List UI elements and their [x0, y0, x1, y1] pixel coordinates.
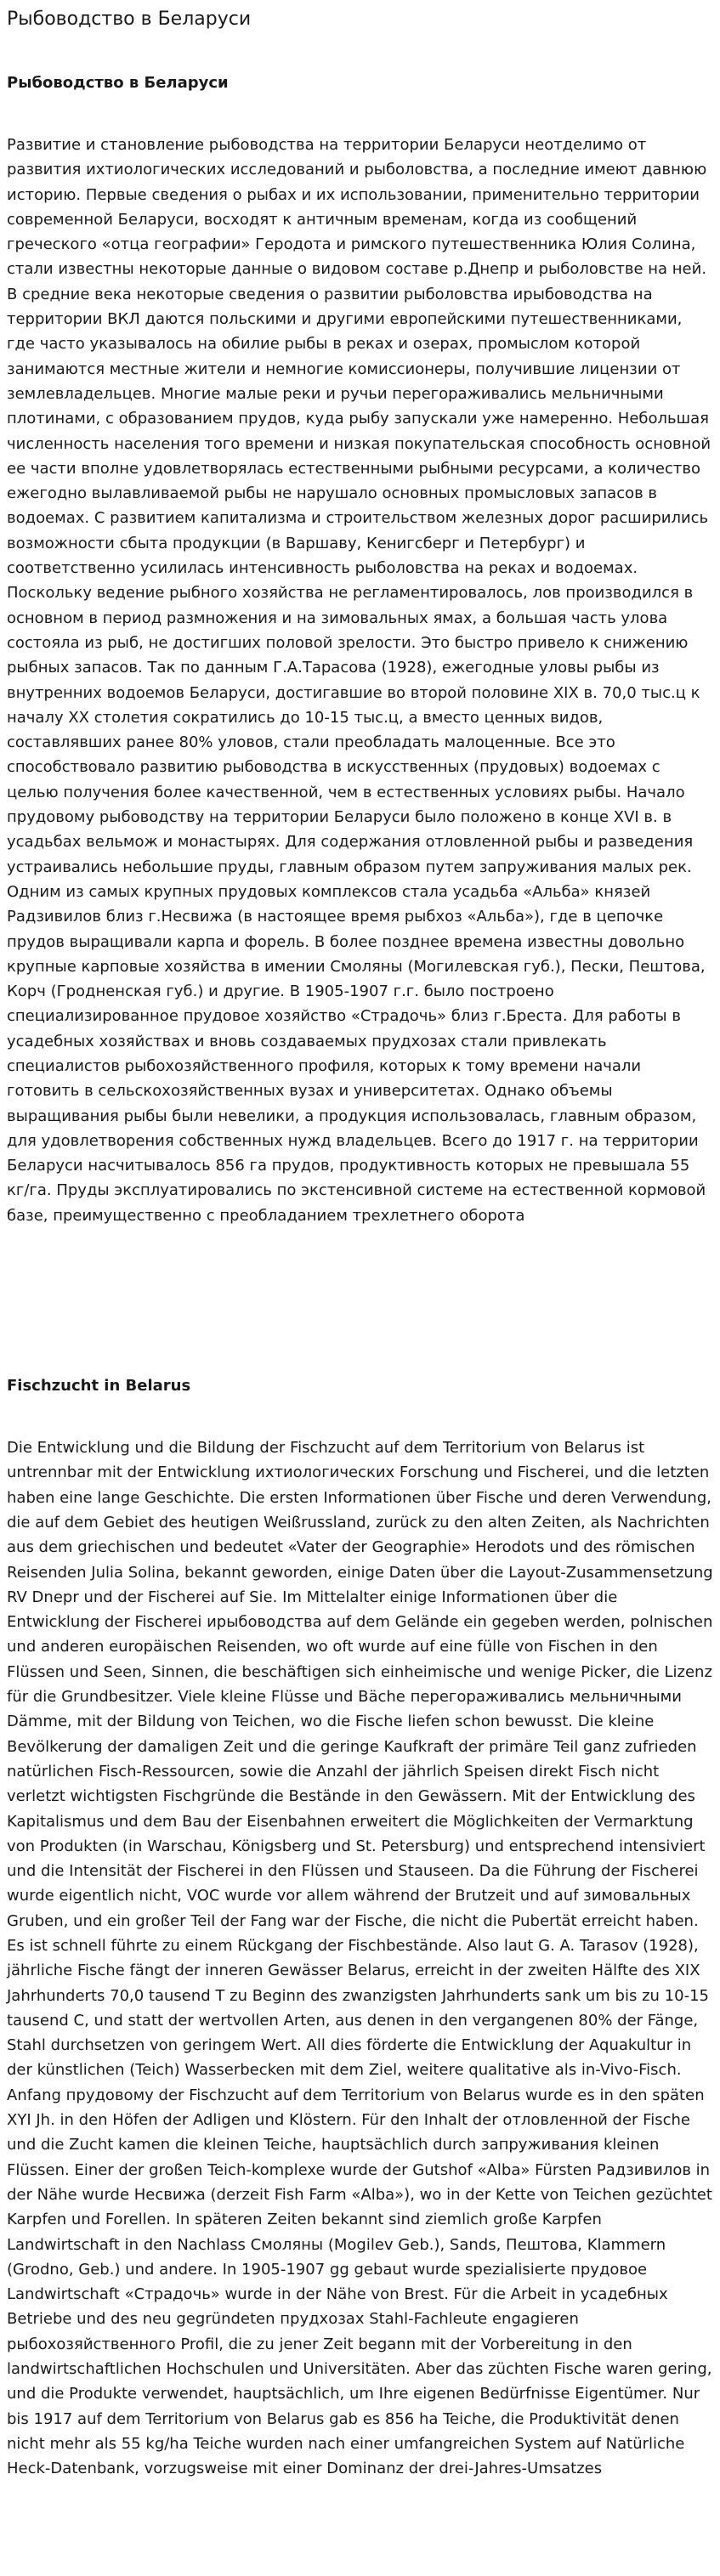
page-title: Рыбоводство в Беларуси [7, 8, 252, 30]
german-section [7, 1374, 713, 2481]
russian-heading: Рыбоводство в Беларуси [7, 74, 229, 92]
russian-body-text: Развитие и становление рыбоводства на территории Беларуси неотделимо от развития ихтиологических исследований и рыболовства, а последние имеют давнюю историю. Первые сведения о рыбах и их использовании, применительно территории современной Беларуси, восходят к античным временам, когда из сообщений греческого «отца географии» Геродота и римского путешественника Юлия Солина, стали известны некоторые данные о видовом составе р.Днепр и рыболовстве на ней. В средние века некоторые сведения о развитии рыболовства ирыбоводства на территории ВКЛ даются польскими и другими европейскими путешественниками, где часто указывалось на обилие рыбы в реках и озерах, промыслом которой занимаются местные жители и немногие комиссионеры, получившие лицензии от землевладельцев. Многие малые реки и ручьи перегораживались мельничными плотинами, с образованием прудов, куда рыбу запускали уже намеренно. Небольшая численность населения того времени и низкая покупательская способность основной ее части вполне удовлетворялась естественными рыбными ресурсами, а количество ежегодно вылавливаемой рыбы не нарушало основных промысловых запасов в водоемах. С развитием капитализма и строительством железных дорог расширились возможности сбыта продукции (в Варшаву, Кенигсберг и Петербург) и соответственно усилилась интенсивность рыболовства на реках и водоемах. Поскольку ведение рыбного хозяйства не регламентировалось, лов производился в основном в период размножения и на зимовальных ямах, а большая часть улова состояла из рыб, не достигших половой зрелости. Это быстро привело к снижению рыбных запасов. Так по данным Г.А.Тарасова (1928), ежегодные уловы рыбы из внутренних водоемов Беларуси, достигавшие во второй половине XIX в. 70,0 тыс.ц к началу XX столетия сократились до 10-15 тыс.ц, а вместо ценных видов, составлявших ранее 80% уловов, стали преобладать малоценные. Все это способствовало развитию рыбоводства в искусственных (прудовых) водоемах с целью получения более качественной, чем в естественных условиях рыбы. Начало прудовому рыбоводству на территории Беларуси было положено в конце XVI в. в усадьбах вельмож и монастырях. Для содержания отловленной рыбы и разведения устраивались небольшие пруды, главным образом путем запруживания малых рек. Одним из самых крупных прудовых комплексов стала усадьба «Альба» князей Радзивилов близ г.Несвижа (в настоящее время рыбхоз «Альба»), где в цепочке прудов выращивали карпа и форель. В более позднее времена известны довольно крупные карповые хозяйства в имении Смоляны (Могилевская губ.), Пески, Пештова, Корч (Гродненская губ.) и другие. В 1905-1907 г.г. было построено специализированное прудовое хозяйство «Страдочь» близ г.Бреста. Для работы в усадебных хозяйствах и вновь создаваемых прудхозах стали привлекать специалистов рыбохозяйственного профиля, которых к тому времени начали готовить в сельскохозяйственных вузах и университетах. Однако объемы выращивания рыбы были невелики, а продукция использовалась, главным образом, для удовлетворения собственных нужд владельцев. Всего до 1917 г. на территории Беларуси насчитывалось 856 га прудов, продуктивность которых не превышала 55 кг/га. Пруды эксплуатировались по экстенсивной системе на естественной кормовой базе, преимущественно с преобладанием трехлетнего оборота [7, 136, 711, 1225]
german-body-text: Die Entwicklung und die Bildung der Fischzucht auf dem Territorium von Belarus ist untrennbar mit der Entwicklung ихтиологических Forschung und Fischerei, und die letzten haben eine lange Geschichte. Die ersten Informationen über Fische und deren Verwendung, die auf dem Gebiet des heutigen Weißrussland, zurück zu den alten Zeiten, als Nachrichten aus dem griechischen und bedeutet «Vater der Geographie» Herodots und des römischen Reisenden Julia Solina, bekannt geworden, einige Daten über die Layout-Zusammensetzung RV Dnepr und der Fischerei auf Sie. Im Mittelalter einige Informationen über die Entwicklung der Fischerei ирыбоводства auf dem Gelände ein gegeben werden, polnischen und anderen europäischen Reisenden, wo oft wurde auf eine fülle von Fischen in den Flüssen und Seen, Sinnen, die beschäftigen sich einheimische und wenige Picker, die Lizenz für die Grundbesitzer. Viele kleine Flüsse und Bäche перегораживались мельничными Dämme, mit der Bildung von Teichen, wo die Fische liefen schon bewusst. Die kleine Bevölkerung der damaligen Zeit und die geringe Kaufkraft der primäre Teil ganz zufrieden natürlichen Fisch-Ressourcen, sowie die Anzahl der jährlich Speisen direkt Fisch nicht verletzt wichtigsten Fischgründe die Bestände in den Gewässern. Mit der Entwicklung des Kapitalismus und dem Bau der Eisenbahnen erweitert die Möglichkeiten der Vermarktung von Produkten (in Warschau, Königsberg und St. Petersburg) und entsprechend intensiviert und die Intensität der Fischerei in den Flüssen und Stauseen. Da die Führung der Fischerei wurde eigentlich nicht, VOC wurde vor allem während der Brutzeit und auf зимовальных Gruben, und ein großer Teil der Fang war der Fische, die nicht die Pubertät erreicht haben. Es ist schnell führte zu einem Rückgang der Fischbestände. Also laut G. A. Tarasov (1928), jährliche Fische fängt der inneren Gewässer Belarus, erreicht in der zweiten Hälfte des XIX Jahrhunderts 70,0 tausend T zu Beginn des zwanzigsten Jahrhunderts sank um bis zu 10-15 tausend C, und statt der wertvollen Arten, aus denen in den vergangenen 80% der Fänge, Stahl durchsetzen von geringem Wert. All dies förderte die Entwicklung der Aquakultur in der künstlichen (Teich) Wasserbecken mit dem Ziel, weitere qualitative als in-Vivo-Fisch. Anfang прудовому der Fischzucht auf dem Territorium von Belarus wurde es in den späten XYI Jh. in den Höfen der Adligen und Klöstern. Für den Inhalt der отловленной der Fische und die Zucht kamen die kleinen Teiche, hauptsächlich durch запруживания kleinen Flüssen. Einer der großen Teich-komplexe wurde der Gutshof «Alba» Fürsten Радзивилов in der Nähe wurde Несвижа (derzeit Fish Farm «Alba»), wo in der Kette von Teichen gezüchtet Karpfen und Forellen. In späteren Zeiten bekannt sind ziemlich große Karpfen Landwirtschaft in den Nachlass Смоляны (Mogilev Geb.), Sands, Пештова, Klammern (Grodno, Geb.) und andere. In 1905-1907 gg gebaut wurde spezialisierte прудовое Landwirtschaft «Страдочь» wurde in der Nähe von Brest. Für die Arbeit in усадебных Betriebe und des neu gegründeten прудхозах Stahl-Fachleute engagieren рыбохозяйственного Profil, die zu jener Zeit begann mit der Vorbereitung in den landwirtschaftlichen Hochschulen und Universitäten. Aber das züchten Fische waren gering, und die Produkte verwendet, hauptsächlich, um Ihre eigenen Bedürfnisse Eigentümer. Nur bis 1917 auf dem Territorium von Belarus gab es 856 ha Teiche, die Produktivität denen nicht mehr als 55 kg/ha Teiche wurden nach einer umfangreichen System auf Natürliche Heck-Datenbank, vorzugsweise mit einer Dominanz der drei-Jahres-Umsatzes [7, 1439, 713, 2478]
german-heading: Fischzucht in Belarus [7, 1377, 191, 1396]
russian-section [7, 71, 713, 1228]
